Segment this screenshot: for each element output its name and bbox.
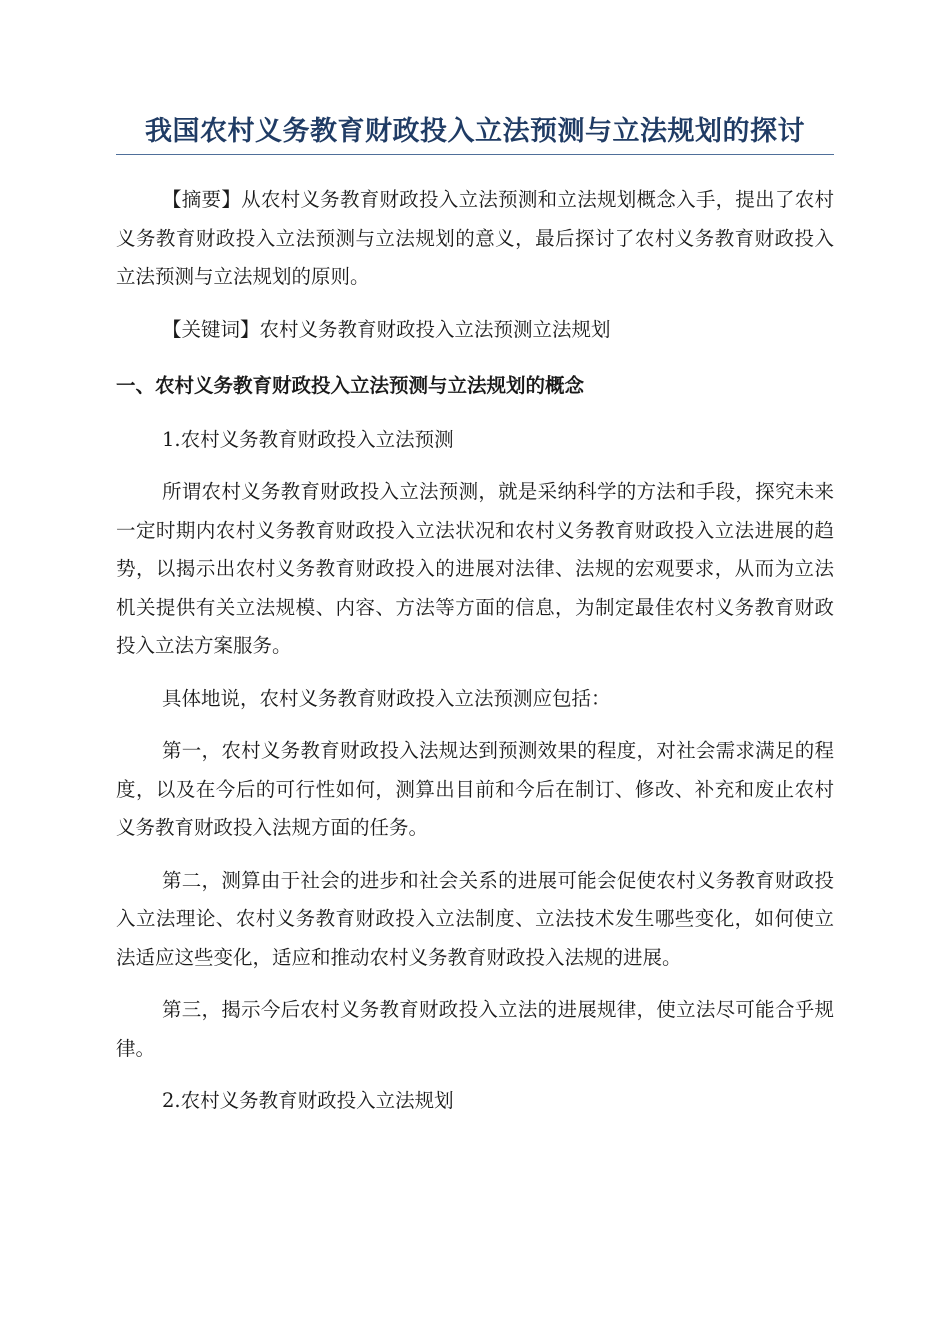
keywords-paragraph: 【关键词】农村义务教育财政投入立法预测立法规划 [162,317,611,341]
body-paragraph: 第二，测算由于社会的进步和社会关系的进展可能会促使农村义务教育财政投入立法理论、农村义务教育财政投入立法制度、立法技术发生哪些变化，如何使立法适应这些变化，适应和推动农村义务教育财政投入法规的进展。 [116,868,834,969]
body-paragraph: 所谓农村义务教育财政投入立法预测，就是采纳科学的方法和手段，探究未来一定时期内农村义务教育财政投入立法状况和农村义务教育财政投入立法进展的趋势，以揭示出农村义务教育财政投入的进展对法律、法规的宏观要求，从而为立法机关提供有关立法规模、内容、方法等方面的信息，为制定最佳农村义务教育财政投入立法方案服务。 [116,480,834,657]
body-paragraph: 第一，农村义务教育财政投入法规达到预测效果的程度，对社会需求满足的程度，以及在今后的可行性如何，测算出目前和今后在制订、修改、补充和废止农村义务教育财政投入法规方面的任务。 [116,739,834,839]
subsection-heading: 1.农村义务教育财政投入立法预测 [162,427,454,451]
abstract-paragraph: 【摘要】从农村义务教育财政投入立法预测和立法规划概念入手，提出了农村义务教育财政投入立法预测与立法规划的意义，最后探讨了农村义务教育财政投入立法预测与立法规划的原则。 [116,188,834,288]
body-paragraph: 具体地说，农村义务教育财政投入立法预测应包括： [162,686,611,710]
section-heading: 一、农村义务教育财政投入立法预测与立法规划的概念 [116,374,585,397]
document-title: 我国农村义务教育财政投入立法预测与立法规划的探讨 [116,112,834,155]
subsection-heading: 2.农村义务教育财政投入立法规划 [162,1089,454,1112]
body-paragraph: 第三，揭示今后农村义务教育财政投入立法的进展规律，使立法尽可能合乎规律。 [116,998,834,1060]
document-page [116,112,834,1121]
